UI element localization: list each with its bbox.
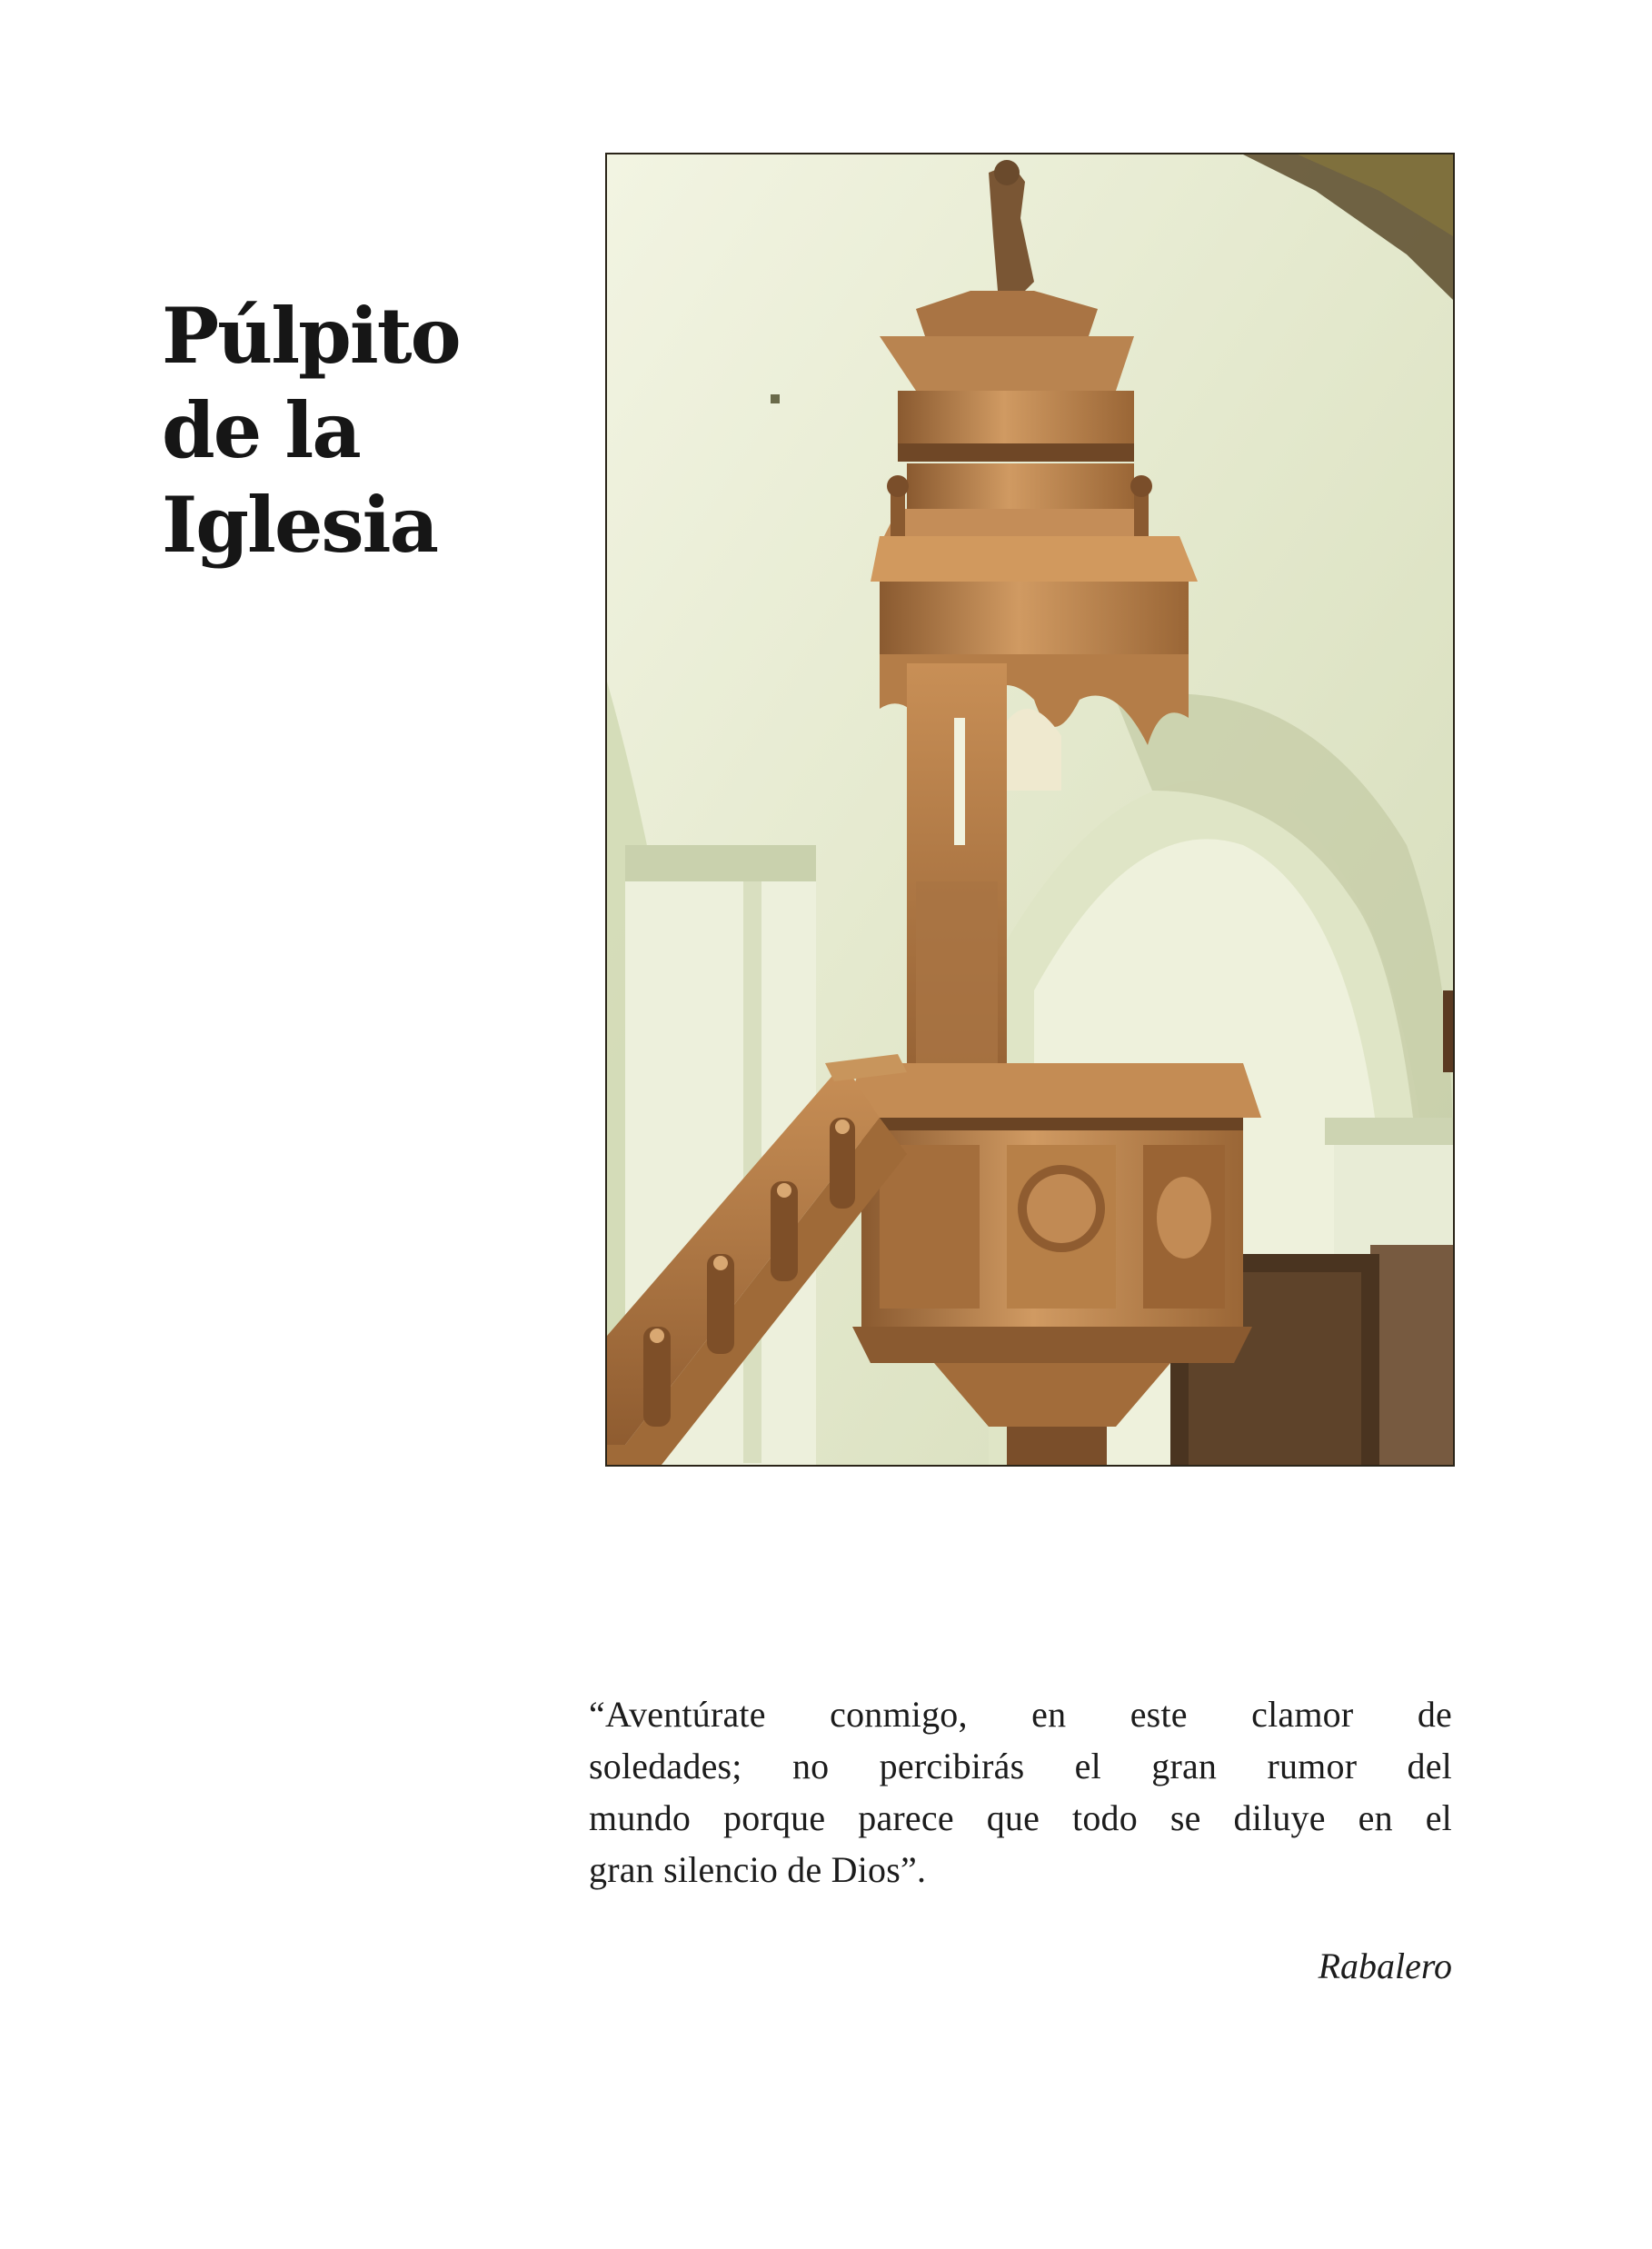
pulpit-illustration xyxy=(607,154,1453,1465)
quote-author: Rabalero xyxy=(1318,1945,1452,1986)
title-line: Iglesia xyxy=(162,480,438,570)
quote-line: “Aventúrate conmigo, en este clamor de xyxy=(589,1694,1452,1735)
quote-line: soledades; no percibirás el gran rumor del xyxy=(589,1746,1452,1786)
page-title xyxy=(162,289,543,572)
quote-line: mundo porque parece que todo se diluye en el xyxy=(589,1797,1452,1838)
title-line: de la xyxy=(162,385,360,475)
pulpit-photograph xyxy=(607,154,1453,1465)
quote-text xyxy=(589,1688,1452,1896)
quote-line: gran silencio de Dios”. xyxy=(589,1849,927,1890)
title-line: Púlpito xyxy=(162,291,460,381)
